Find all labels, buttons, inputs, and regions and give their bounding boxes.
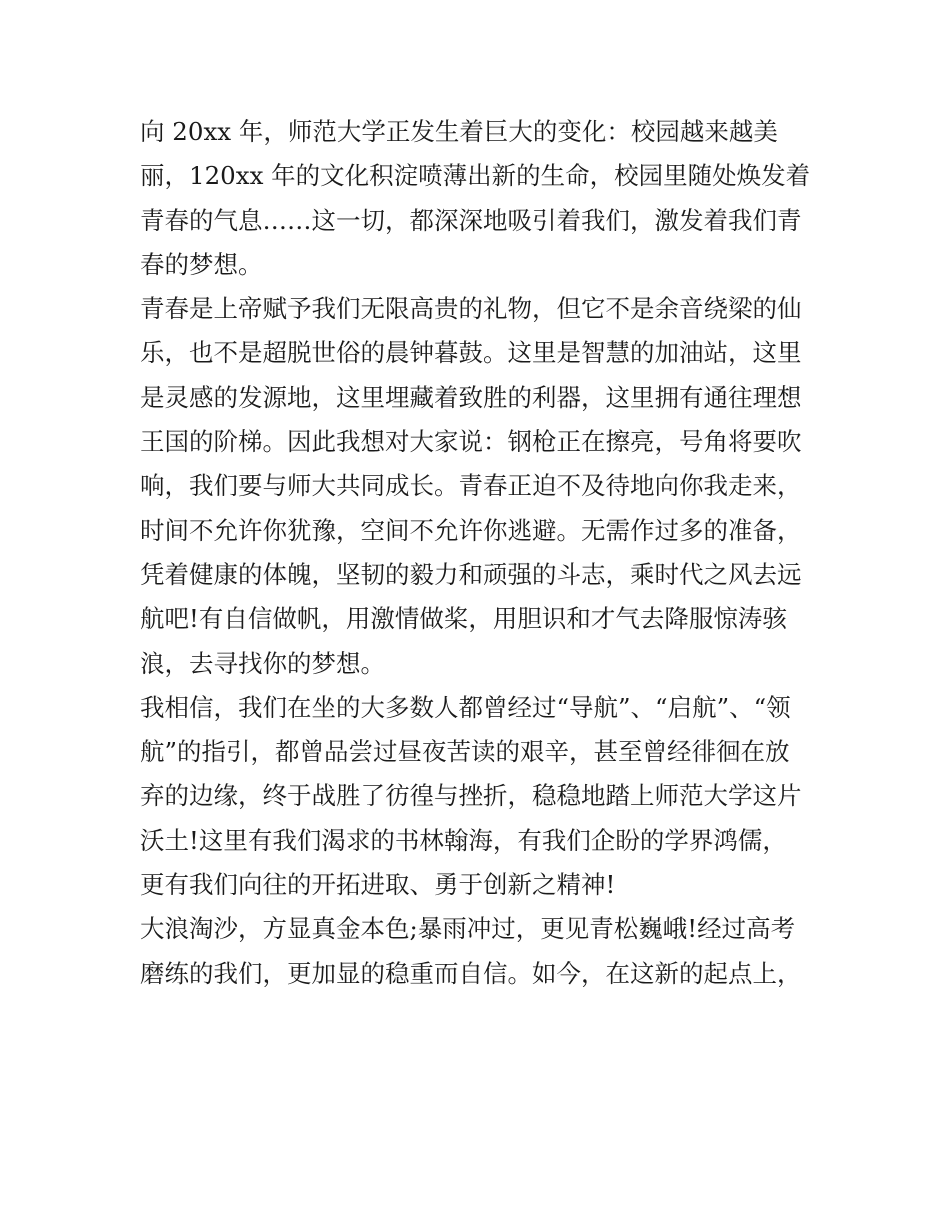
text-line: 时间不允许你犹豫，空间不允许你逃避。无需作过多的准备， [140,515,802,545]
text-line: 凭着健康的体魄，坚韧的毅力和顽强的斗志，乘时代之风去远 [140,559,802,589]
text-line: 航吧!有自信做帆，用激情做桨，用胆识和才气去降服惊涛骇 [140,604,787,634]
text-line: 磨练的我们，更加显的稳重而自信。如今，在这新的起点上， [140,958,802,988]
text-line: 是灵感的发源地，这里埋藏着致胜的利器，这里拥有通往理想 [140,382,802,412]
text-line: 我相信，我们在坐的大多数人都曾经过“导航”、“启航”、“领 [140,692,791,722]
text-line: 丽，120xx 年的文化积淀喷薄出新的生命，校园里随处焕发着 [140,161,811,191]
text-line: 浪，去寻找你的梦想。 [140,648,385,678]
text-line: 弃的边缘，终于战胜了彷徨与挫折，稳稳地踏上师范大学这片 [140,781,802,811]
text-line: 沃土!这里有我们渴求的书林翰海，有我们企盼的学界鸿儒， [140,825,787,855]
text-line: 乐，也不是超脱世俗的晨钟暮鼓。这里是智慧的加油站，这里 [140,338,802,368]
text-line: 向 20xx 年，师范大学正发生着巨大的变化：校园越来越美 [140,117,778,146]
text-line: 青春是上帝赋予我们无限高贵的礼物，但它不是余音绕梁的仙 [140,294,802,324]
text-line: 大浪淘沙，方显真金本色;暴雨冲过，更见青松巍峨!经过高考 [140,914,796,944]
text-line: 更有我们向往的开拓进取、勇于创新之精神! [140,870,616,900]
text-line: 响，我们要与师大共同成长。青春正迫不及待地向你我走来， [140,471,802,501]
text-line: 春的梦想。 [140,249,263,279]
text-line: 航”的指引，都曾品尝过昼夜苦读的艰辛，甚至曾经徘徊在放 [140,737,790,767]
text-line: 王国的阶梯。因此我想对大家说：钢枪正在擦亮，号角将要吹 [140,427,802,457]
text-line: 青春的气息……这一切，都深深地吸引着我们，激发着我们青 [140,205,802,235]
body-text [140,110,820,996]
